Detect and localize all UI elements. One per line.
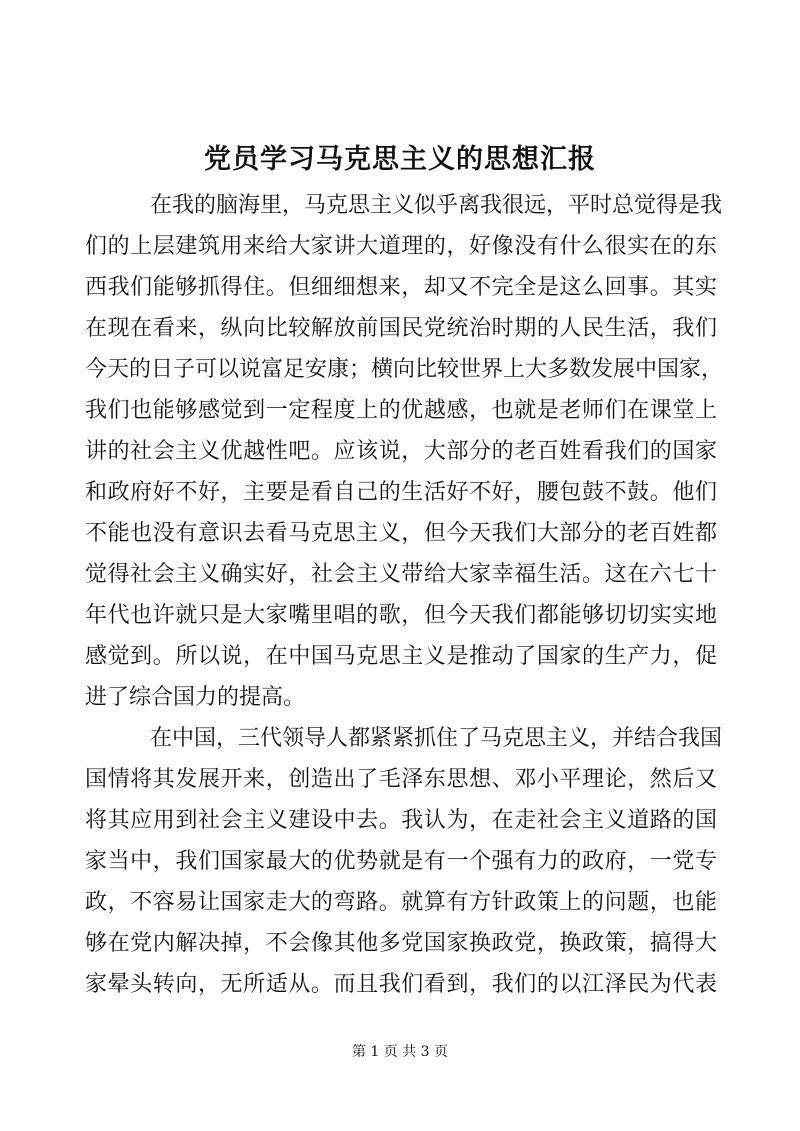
text-line: 感觉到。所以说，在中国马克思主义是推动了国家的生产力，促 <box>85 644 717 669</box>
text-line: 们的上层建筑用来给大家讲大道理的，好像没有什么很实在的东 <box>85 234 717 259</box>
text-line: 在中国，三代领导人都紧紧抓住了马克思主义，并结合我国 <box>150 726 723 751</box>
text-line: 在现在看来，纵向比较解放前国民党统治时期的人民生活，我们 <box>85 316 717 341</box>
text-line: 我们也能够感觉到一定程度上的优越感，也就是老师们在课堂上 <box>85 398 717 423</box>
text-line: 讲的社会主义优越性吧。应该说，大部分的老百姓看我们的国家 <box>85 439 717 464</box>
text-line: 觉得社会主义确实好，社会主义带给大家幸福生活。这在六七十 <box>85 562 717 587</box>
text-line: 年代也许就只是大家嘴里唱的歌，但今天我们都能够切切实实地 <box>85 603 717 628</box>
page-title: 党员学习马克思主义的思想汇报 <box>204 144 596 175</box>
text-line: 西我们能够抓得住。但细细想来，却又不完全是这么回事。其实 <box>85 275 717 300</box>
page-footer <box>0 1042 800 1062</box>
text-line: 政，不容易让国家走大的弯路。就算有方针政策上的问题，也能 <box>85 890 717 915</box>
text-line: 进了综合国力的提高。 <box>85 685 306 710</box>
text-line: 不能也没有意识去看马克思主义，但今天我们大部分的老百姓都 <box>85 521 717 546</box>
text-line: 家晕头转向，无所适从。而且我们看到，我们的以江泽民为代表 <box>85 972 717 997</box>
text-line: 在我的脑海里，马克思主义似乎离我很远，平时总觉得是我 <box>150 193 723 218</box>
text-line: 国情将其发展开来，创造出了毛泽东思想、邓小平理论，然后又 <box>85 767 717 792</box>
text-line: 今天的日子可以说富足安康；横向比较世界上大多数发展中国家， <box>85 357 724 382</box>
text-line: 家当中，我们国家最大的优势就是有一个强有力的政府，一党专 <box>85 849 717 874</box>
text-line: 够在党内解决掉，不会像其他多党国家换政党，换政策，搞得大 <box>85 931 717 956</box>
text-line: 将其应用到社会主义建设中去。我认为，在走社会主义道路的国 <box>85 808 717 833</box>
text-line: 和政府好不好，主要是看自己的生活好不好，腰包鼓不鼓。他们 <box>85 480 717 505</box>
page-number-label: 第 1 页 共 3 页 <box>351 1044 449 1060</box>
